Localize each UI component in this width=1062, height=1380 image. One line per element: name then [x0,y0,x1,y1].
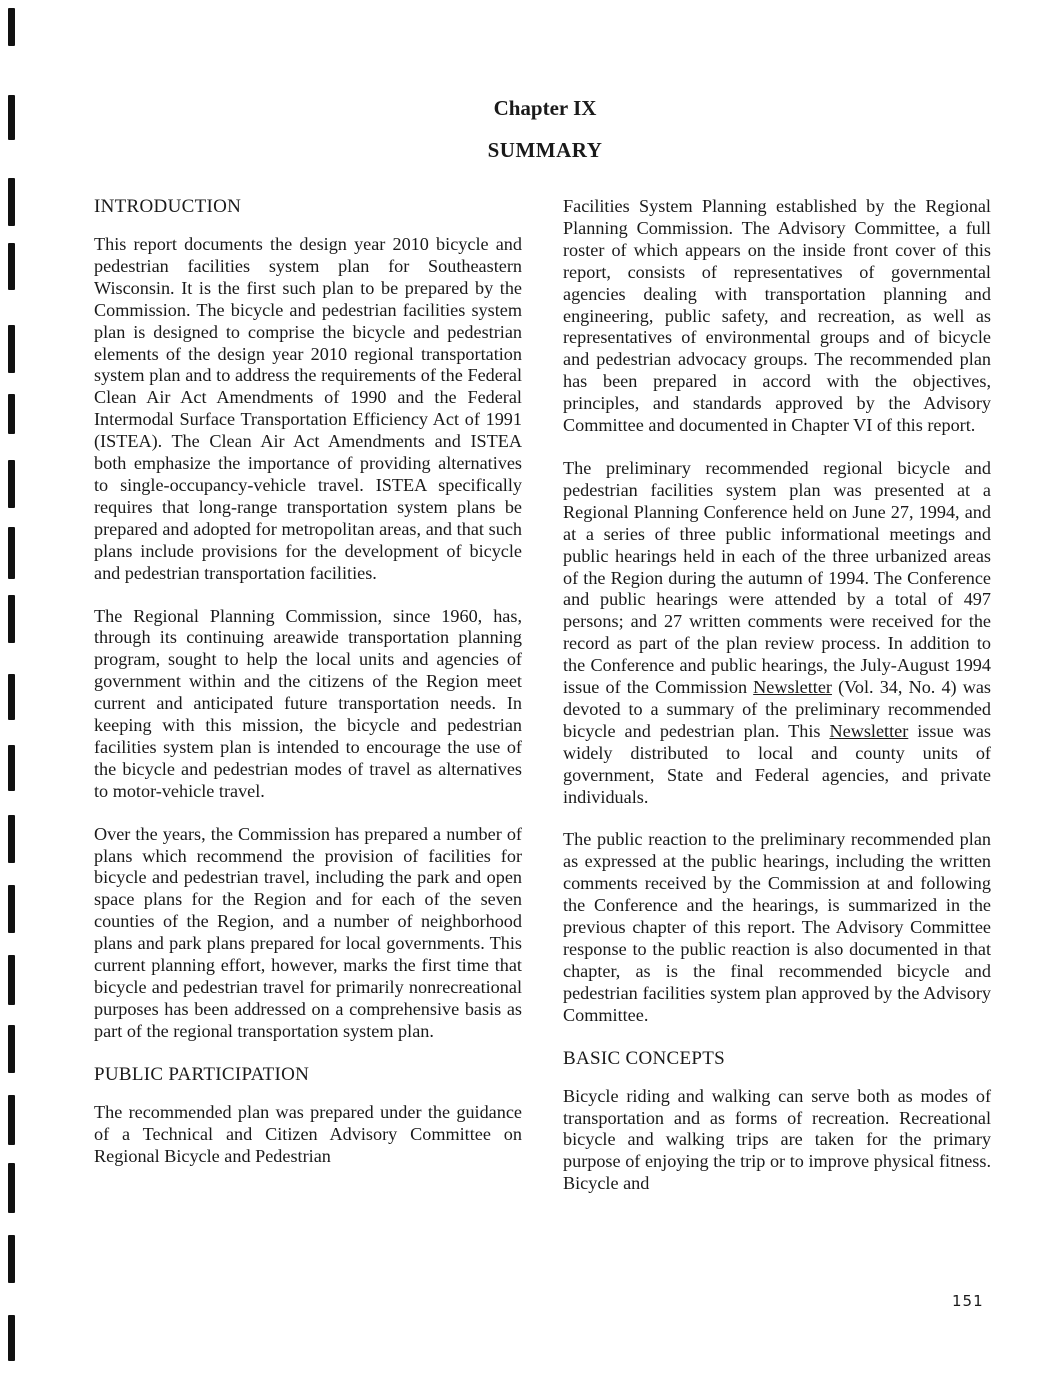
public-participation-paragraph-1-start: The recommended plan was prepared under the guidance of a Technical and Citizen Advisory Committee on Regional Bicycle and Pedestrian [94,1101,522,1166]
p2-text-middle: (Vol. 34, No. 4) was devoted to a summary of the preliminary recommended bicycle and pedestrian plan. This [563,677,992,741]
binding-mark [8,325,15,373]
public-participation-heading: PUBLIC PARTICIPATION [94,1063,310,1085]
binding-mark [8,595,15,643]
binding-mark [8,674,15,720]
public-participation-paragraph-2 [563,458,991,809]
right-column [563,196,991,1216]
binding-punch-marks [0,0,40,1380]
chapter-subtitle: SUMMARY [487,138,603,162]
binding-mark [8,460,15,508]
public-participation-paragraph-1-continued: Facilities System Planning established by the Regional Planning Commission. The Advisory Committee, a full roster of which appears on the inside front cover of this report, consists of representatives of governmental agencies dealing with transportation planning and engineering, public safety, and recreation, as well as representatives of environmental groups and of bicycle and pedestrian advocacy groups. The recommended plan has been prepared in accord with the objectives, principles, and standards approved by the Advisory Committee and documented in Chapter VI of this report. [563,196,991,436]
binding-mark [8,1235,15,1283]
binding-mark [8,394,15,434]
basic-concepts-paragraph-1: Bicycle riding and walking can serve both as modes of transportation and as forms of recreation. Recreational bicycle and walking trips are taken for the primary purpose of enjoying the trip or to improve physical fitness. Bicycle and [563,1085,991,1194]
binding-mark [8,243,15,290]
introduction-paragraph-2: The Regional Planning Commission, since 1960, has, through its continuing areawide transportation planning program, sought to help the local units and agencies of government within and the citizens of the Region meet current and anticipated future transportation needs. In keeping with this mission, the bicycle and pedestrian facilities system plan is intended to encourage the use of the bicycle and pedestrian modes of travel as alternatives to motor-vehicle travel. [94,605,522,801]
introduction-heading: INTRODUCTION [94,196,242,217]
binding-mark [8,178,15,226]
newsletter-title: Newsletter [829,720,909,741]
basic-concepts-heading: BASIC CONCEPTS [563,1047,726,1069]
binding-mark [8,1163,15,1213]
p2-text-after: issue was widely distributed to local and county units of government, State and Federal agencies, and private individuals. [563,720,991,807]
page-number: 151 [952,1292,984,1310]
binding-mark [8,745,15,791]
binding-mark [8,885,15,933]
binding-mark [8,8,15,46]
chapter-title: Chapter IX [493,96,597,120]
newsletter-title: Newsletter [753,677,832,698]
introduction-paragraph-1: This report documents the design year 2010 bicycle and pedestrian facilities system plan for Southeastern Wisconsin. It is the first such plan to be prepared by the Commission. The bicycle and pedestrian facilities system plan is designed to comprise the bicycle and pedestrian elements of the design year 2010 regional transportation system plan and to address the requirements of the Federal Clean Air Act Amendments of 1990 and the Federal Intermodal Surface Transportation Efficiency Act of 1991 (ISTEA). The Clean Air Act Amendments and ISTEA both emphasize the importance of providing alternatives to single-occupancy-vehicle travel. ISTEA specifically requires that long-range transportation system plans be prepared and adopted for metropolitan areas, and that such plans include provisions for the development of bicycle and pedestrian transportation facilities. [94,234,522,583]
binding-mark [8,815,15,863]
binding-mark [8,955,15,1005]
public-participation-paragraph-3: The public reaction to the preliminary recommended plan as expressed at the public hearings, including the written comments received by the Commission at and following the Conference and the hearings, is summarized in the previous chapter of this report. The Advisory Committee response to the public reaction is also documented in that chapter, as is the final recommended bicycle and pedestrian facilities system plan approved by the Advisory Committee. [563,829,991,1025]
binding-mark [8,527,15,579]
introduction-paragraph-3: Over the years, the Commission has prepared a number of plans which recommend the provision of facilities for bicycle and pedestrian travel, including the park and open space plans for the Region and for each of the seven counties of the Region, and a number of neighborhood plans and park plans prepared for local governments. This current planning effort, however, marks the first time that bicycle and pedestrian travel for primarily nonrecreational purposes has been addressed on a comprehensive basis as part of the regional transportation system plan. [94,823,522,1041]
left-column [94,196,522,1188]
binding-mark [8,1315,15,1361]
p2-text-before: The preliminary recommended regional bicycle and pedestrian facilities system plan was presented at a Regional Planning Conference held on June 27, 1994, and at a series of three public informational meetings and public hearings held in each of the three urbanized areas of the Region during the autumn of 1994. The Conference and public hearings were attended by a total of 497 persons; and 27 written comments were received for the record as part of the plan review process. In addition to the Conference and public hearings, the July-August 1994 issue of the Commission [563,457,991,698]
binding-mark [8,1095,15,1145]
binding-mark [8,1025,15,1073]
